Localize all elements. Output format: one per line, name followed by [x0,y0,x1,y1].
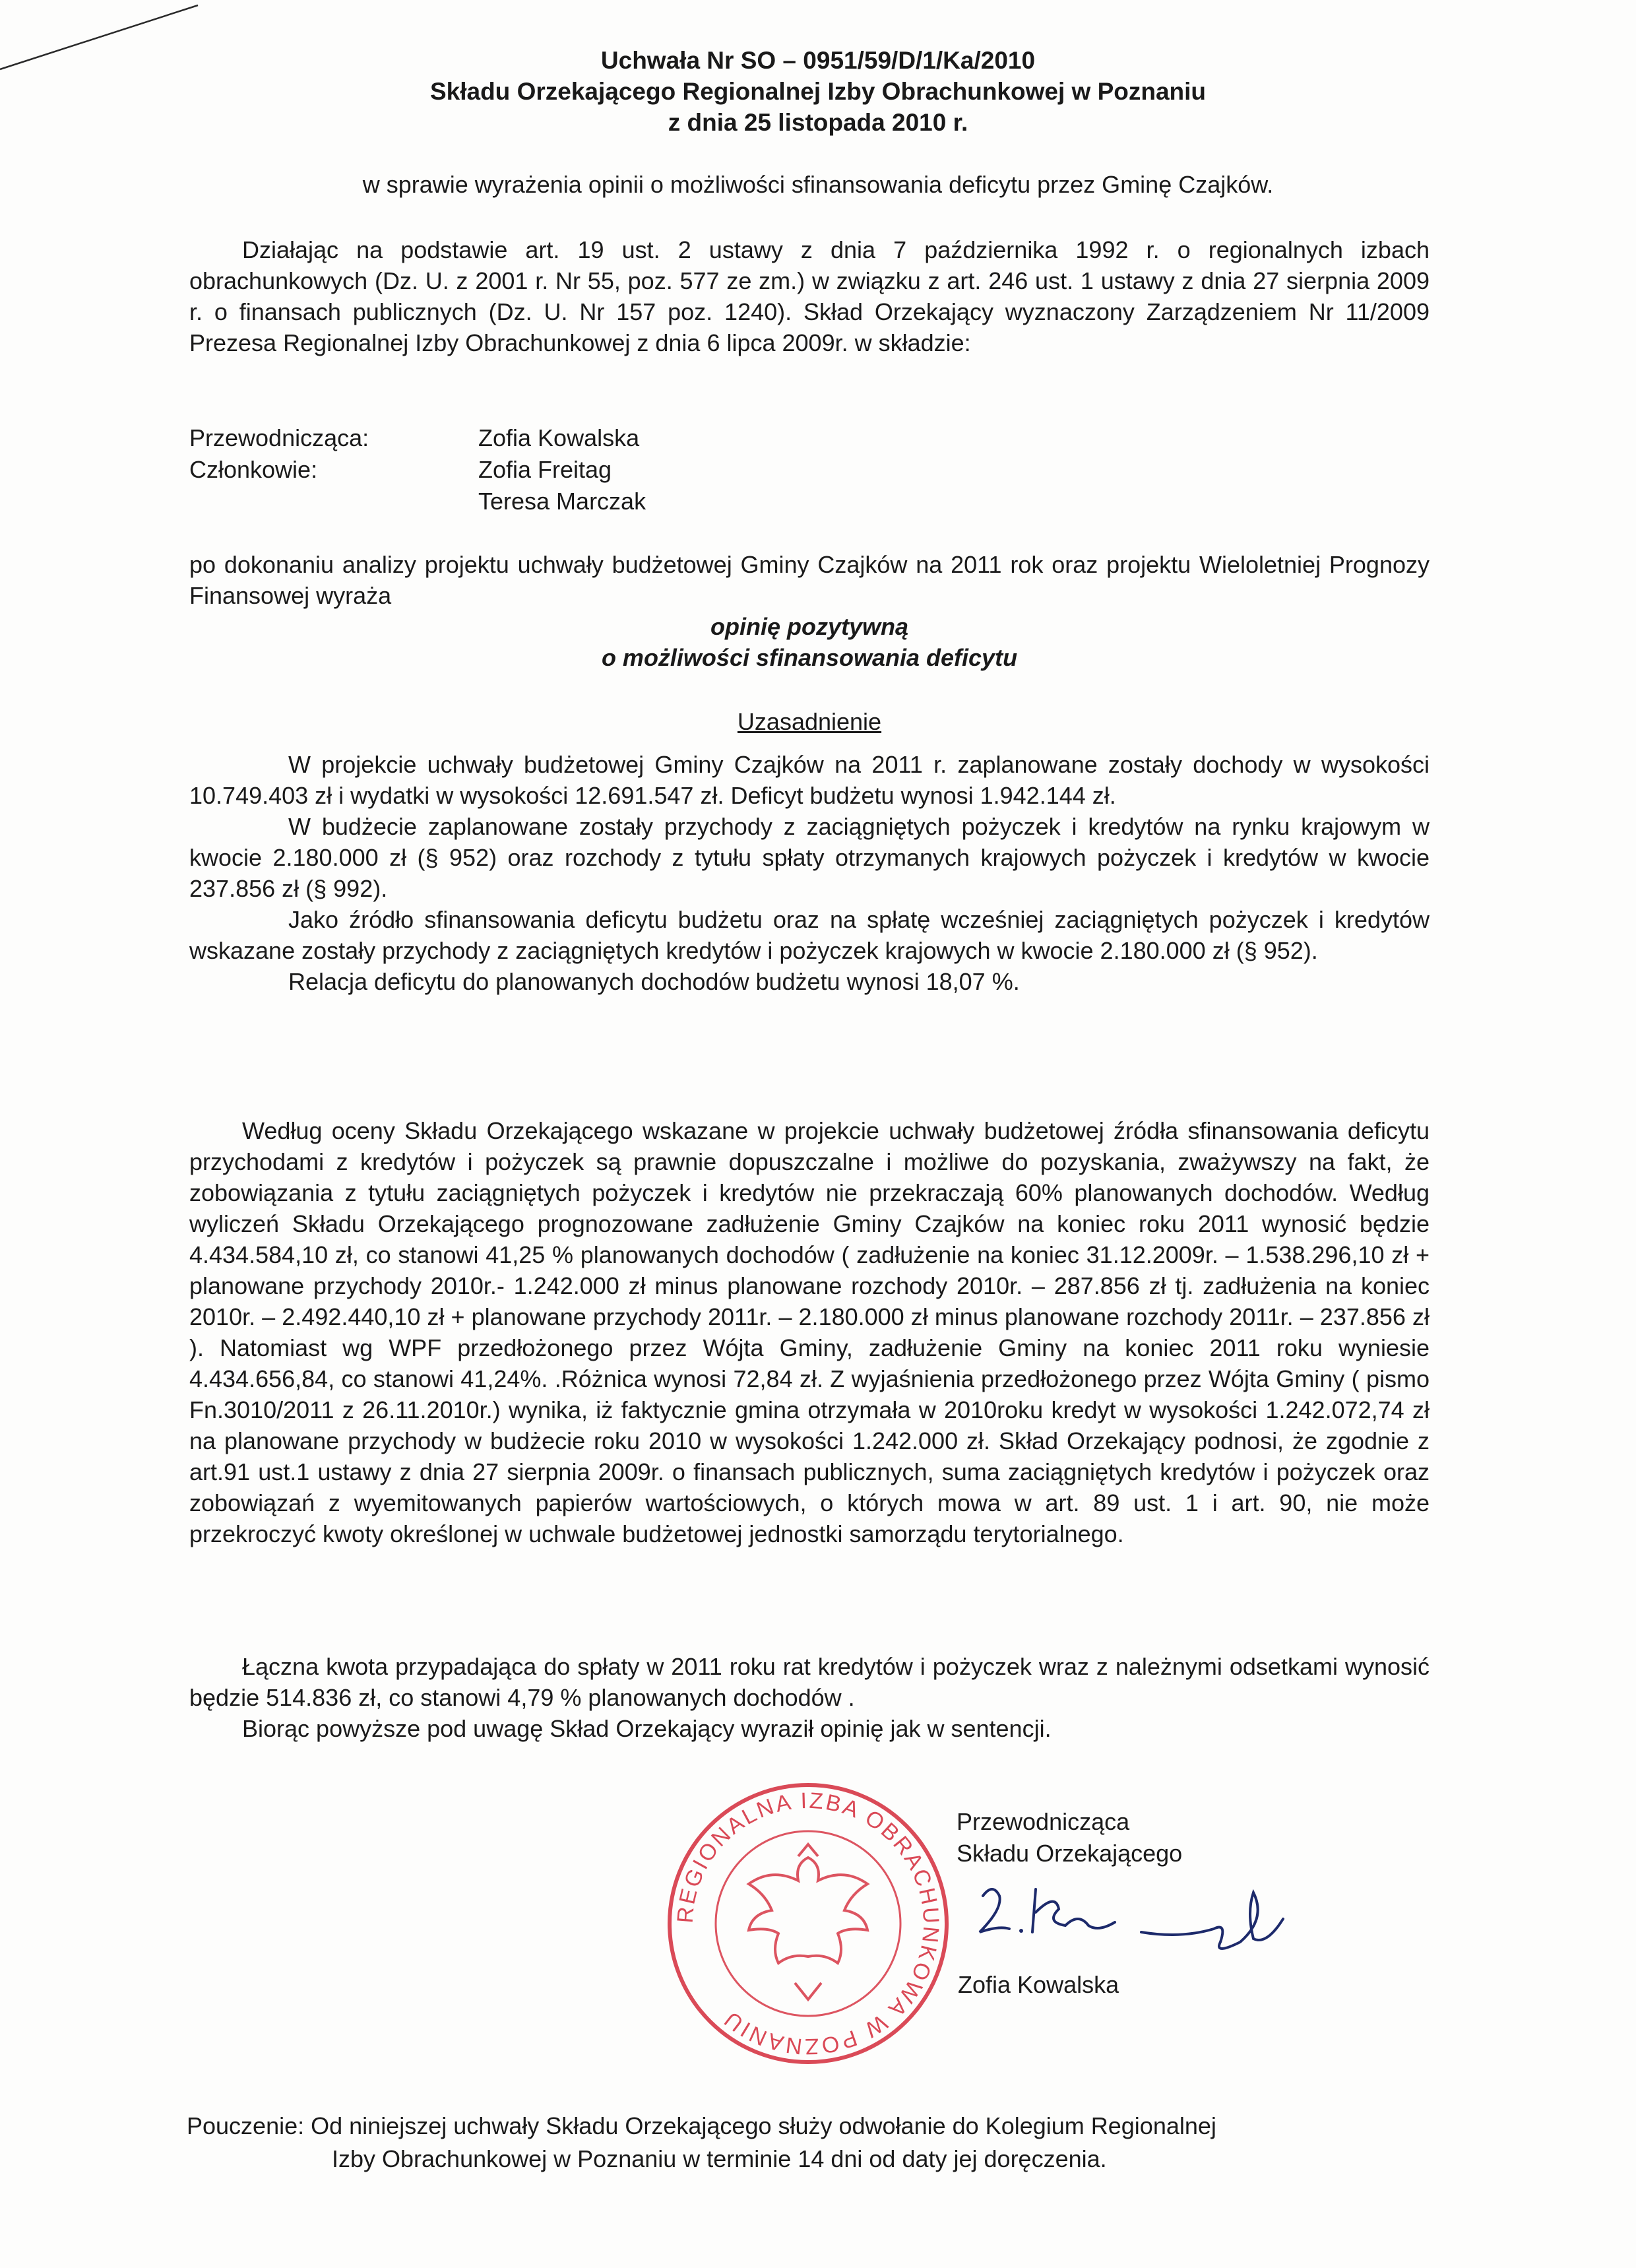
chair-label: Przewodnicząca: [189,424,369,451]
decision-block [189,549,1430,673]
signatory-name: Zofia Kowalska [958,1971,1119,1998]
composition-list [189,422,646,517]
justification-paragraph: W budżecie zaplanowane zostały przychody z zaciągniętych pożyczek i kredytów na rynku krajowym w kwocie 2.180.000 zł (§ 952) oraz rozchody z tytułu spłaty otrzymanych krajowych pożyczek i kredytów w kwocie 237.856 zł (§ 992). [189,813,1430,902]
preamble-paragraph: Działając na podstawie art. 19 ust. 2 ustawy z dnia 7 października 1992 r. o regionalnych izbach obrachunkowych (Dz. U. z 2001 r. Nr 55, poz. 577 ze zm.) w związku z art. 246 ust. 1 ustawy z dnia 27 sierpnia 2009 r. o finansach publicznych (Dz. U. Nr 157 poz. 1240). Skład Orzekający wyznaczony Zarządzeniem Nr 11/2009 Prezesa Regionalnej Izby Obrachunkowej z dnia 6 lipca 2009r. w składzie: [189,236,1430,356]
signature-role-line-2: Składu Orzekającego [957,1840,1183,1867]
justification-block [189,706,1430,997]
justification-paragraph: Relacja deficytu do planowanych dochodów budżetu wynosi 18,07 %. [288,968,1020,995]
signature-block [957,1806,1182,1869]
composition-member-row [189,454,646,486]
repayment-block [189,1651,1430,1744]
assessment-paragraph: Według oceny Składu Orzekającego wskazane w projekcie uchwały budżetowej źródła sfinansowania deficytu przychodami z kredytów i pożyczek są prawnie dopuszczalne i możliwe do pozyskania, zważywszy na fakt, że zobowiązania z tytułu zaciągniętych pożyczek i kredytów nie przekraczają 60% planowanych dochodów. Według wyliczeń Składu Orzekającego prognozowane zadłużenie Gminy Czajków na koniec roku 2011 wynosić będzie 4.434.584,10 zł, co stanowi 41,25 % planowanych dochodów ( zadłużenie na koniec 31.12.2009r. – 1.538.296,10 zł + planowane przychody 2010r.- 1.242.000 zł minus planowane rozchody 2010r. – 287.856 zł tj. zadłużenia na koniec 2010r. – 2.492.440,10 zł + planowane przychody 2011r. – 2.180.000 zł minus planowane rozchody 2011r. – 237.856 zł ). Natomiast wg WPF przedłożonego przez Wójta Gminy, zadłużenie Gminy na koniec 2011 roku wyniesie 4.434.656,84, co stanowi 41,24%. .Różnica wynosi 72,84 zł. Z wyjaśnienia przedłożonego przez Wójta Gminy ( pismo Fn.3010/2011 z 26.11.2010r.) wynika, iż faktycznie gmina otrzymała w 2010roku kredyt w wysokości 1.242.072,74 zł na planowane przychody w budżecie roku 2010 w wysokości 1.242.000 zł. Skład Orzekający podnosi, że zgodnie z art.91 ust.1 ustawy z dnia 27 sierpnia 2009r. o finansach publicznych, suma zaciągniętych kredytów i pożyczek oraz zobowiązań z wyemitowanych papierów wartościowych, o których mowa w art. 89 ust. 1 i art. 90, nie może przekroczyć kwoty określonej w uchwale budżetowej jednostki samorządu terytorialnego. [189,1117,1430,1547]
resolution-subject: w sprawie wyrażenia opinii o możliwości sfinansowania deficytu przez Gminę Czajków. [362,171,1274,198]
member-name: Teresa Marczak [478,488,646,515]
members-label: Członkowie: [189,456,318,483]
signature-role-line-1: Przewodnicząca [957,1808,1130,1835]
opinion-line-2: o możliwości sfinansowania deficytu [601,644,1018,671]
svg-text:REGIONALNA IZBA OBRACHUNKOWA W [673,1788,944,2059]
seal-text: REGIONALNA IZBA OBRACHUNKOWA W POZNANIU [672,1788,944,2059]
official-seal-image [653,1778,963,2069]
member-name: Zofia Freitag [478,456,612,483]
composition-member-row [189,486,646,517]
composition-chair-row [189,422,646,454]
chair-name: Zofia Kowalska [478,424,640,451]
assessment-block [189,1115,1430,1549]
resolution-date: z dnia 25 listopada 2010 r. [668,109,968,136]
eagle-emblem-icon [749,1844,867,1999]
preamble-block [189,234,1430,358]
repayment-paragraph: Łączna kwota przypadająca do spłaty w 2011 roku rat kredytów i pożyczek wraz z należnymi odsetkami wynosić będzie 514.836 zł, co stanowi 4,79 % planowanych dochodów . [189,1653,1430,1711]
appeal-notice [187,2110,1216,2176]
issuing-body: Składu Orzekającego Regionalnej Izby Obrachunkowej w Poznaniu [429,78,1207,105]
notice-line-1: Pouczenie: Od niniejszej uchwały Składu Orzekającego służy odwołanie do Kolegium Regionalnej [187,2112,1216,2139]
justification-heading: Uzasadnienie [737,708,882,735]
notice-line-2: Izby Obrachunkowej w Poznaniu w terminie 14 dni od daty jej doręczenia. [332,2145,1107,2172]
resolution-header [0,45,1636,138]
opinion-line-1: opinię pozytywną [710,613,909,640]
conclusion-paragraph: Biorąc powyższe pod uwagę Skład Orzekający wyraził opinię jak w sentencji. [242,1715,1052,1742]
resolution-number: Uchwała Nr SO – 0951/59/D/1/Ka/2010 [600,47,1036,74]
decision-intro: po dokonaniu analizy projektu uchwały budżetowej Gminy Czajków na 2011 rok oraz projektu Wieloletniej Prognozy Finansowej wyraża [189,551,1430,609]
justification-paragraph: W projekcie uchwały budżetowej Gminy Czajków na 2011 r. zaplanowane zostały dochody w wysokości 10.749.403 zł i wydatki w wysokości 12.691.547 zł. Deficyt budżetu wynosi 1.942.144 zł. [189,751,1430,809]
handwritten-signature-image [970,1873,1300,1972]
justification-paragraph: Jako źródło sfinansowania deficytu budżetu oraz na spłatę wcześniej zaciągniętych pożyczek i kredytów wskazane zostały przychody z zaciągniętych kredytów i pożyczek krajowych w kwocie 2.180.000 zł (§ 952). [189,906,1430,964]
